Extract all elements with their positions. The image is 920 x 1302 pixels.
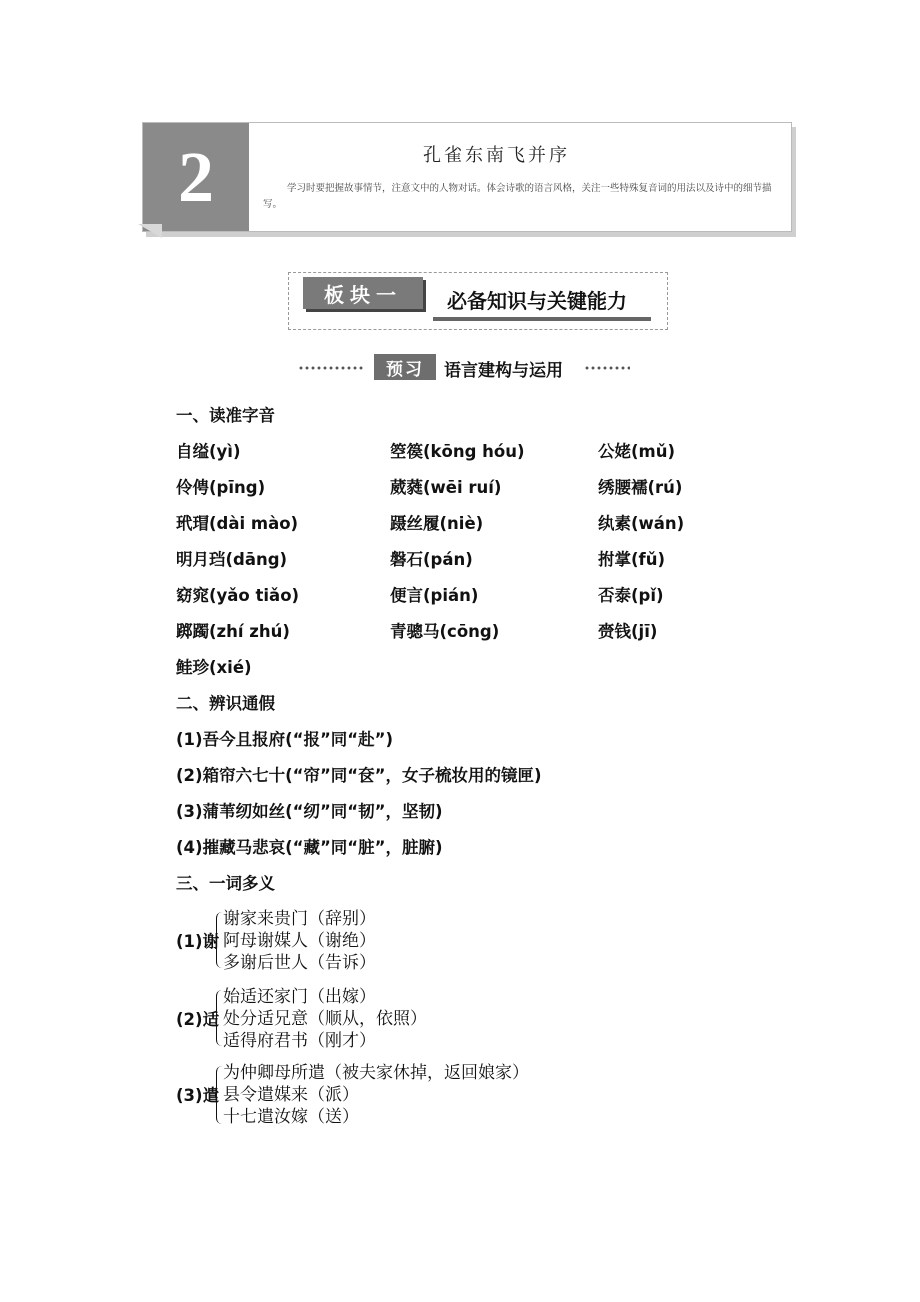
polysemy-word: (1)谢 bbox=[176, 932, 220, 951]
polysemy-sense: 处分适兄意（顺从，依照） bbox=[223, 1009, 427, 1029]
pron-item: 纨素(wán) bbox=[598, 514, 685, 533]
pron-item: 公姥(mǔ) bbox=[598, 442, 676, 461]
polysemy-sense: 始适还家门（出嫁） bbox=[223, 987, 376, 1007]
pron-item: 自缢(yì) bbox=[176, 442, 241, 461]
polysemy-sense: 适得府君书（刚才） bbox=[223, 1031, 376, 1051]
section-heading-tongjia: 二、辨识通假 bbox=[176, 694, 275, 713]
polysemy-word: (2)适 bbox=[176, 1010, 220, 1029]
lesson-description: 学习时要把握故事情节，注意文中的人物对话。体会诗歌的语言风格，关注一些特殊复音词的用法以及诗中的细节描写。 bbox=[263, 183, 772, 210]
pron-item: 绣腰襦(rú) bbox=[598, 478, 683, 497]
pron-item: 葳蕤(wēi ruí) bbox=[390, 478, 502, 497]
pron-item: 箜篌(kōng hóu) bbox=[390, 442, 525, 461]
module-title: 必备知识与关键能力 bbox=[447, 289, 627, 313]
pron-item: 玳瑁(dài mào) bbox=[176, 514, 299, 533]
pron-item: 青骢马(cōng) bbox=[390, 622, 500, 641]
tongjia-item: (2)箱帘六七十(“帘”同“奁”，女子梳妆用的镜匣) bbox=[176, 766, 542, 785]
pron-item: 鲑珍(xié) bbox=[176, 658, 252, 677]
lesson-number: 2 bbox=[143, 123, 249, 231]
pron-item: 便言(pián) bbox=[390, 586, 479, 605]
pron-item: 明月珰(dāng) bbox=[176, 550, 288, 569]
preview-title: 语言建构与运用 bbox=[444, 361, 563, 381]
module-underline bbox=[433, 317, 651, 321]
lesson-header bbox=[142, 122, 792, 232]
module-banner bbox=[288, 272, 668, 330]
dotted-divider-left bbox=[298, 366, 364, 370]
module-label: 板块一 bbox=[303, 277, 423, 309]
tongjia-item: (3)蒲苇纫如丝(“纫”同“韧”，坚韧) bbox=[176, 802, 443, 821]
pron-item: 赍钱(jī) bbox=[598, 622, 658, 641]
pron-item: 伶俜(pīng) bbox=[176, 478, 266, 497]
tongjia-item: (1)吾今且报府(“报”同“赴”) bbox=[176, 730, 394, 749]
tongjia-item: (4)摧藏马悲哀(“藏”同“脏”，脏腑) bbox=[176, 838, 443, 857]
dotted-divider-right bbox=[584, 366, 630, 370]
polysemy-sense: 为仲卿母所遣（被夫家休掉，返回娘家） bbox=[223, 1063, 529, 1083]
pron-item: 否泰(pǐ) bbox=[598, 586, 664, 605]
pron-item: 踯躅(zhí zhú) bbox=[176, 622, 290, 641]
brace-bracket bbox=[216, 912, 223, 968]
section-heading-pronunciation: 一、读准字音 bbox=[176, 406, 275, 425]
section-heading-polysemy: 三、一词多义 bbox=[176, 874, 275, 893]
lesson-title: 孔雀东南飞并序 bbox=[423, 145, 570, 166]
pron-item: 窈窕(yǎo tiǎo) bbox=[176, 586, 300, 605]
polysemy-sense: 阿母谢媒人（谢绝） bbox=[223, 931, 376, 951]
polysemy-sense: 谢家来贵门（辞别） bbox=[223, 909, 376, 929]
brace-bracket bbox=[216, 990, 223, 1046]
polysemy-sense: 多谢后世人（告诉） bbox=[223, 953, 376, 973]
polysemy-sense: 县令遣媒来（派） bbox=[223, 1085, 359, 1105]
pron-item: 磐石(pán) bbox=[390, 550, 473, 569]
polysemy-sense: 十七遣汝嫁（送） bbox=[223, 1107, 359, 1127]
brace-bracket bbox=[216, 1066, 223, 1124]
pron-item: 蹑丝履(niè) bbox=[390, 514, 484, 533]
preview-label: 预习 bbox=[374, 354, 436, 380]
polysemy-word: (3)遣 bbox=[176, 1086, 220, 1105]
pron-item: 拊掌(fǔ) bbox=[598, 550, 666, 569]
